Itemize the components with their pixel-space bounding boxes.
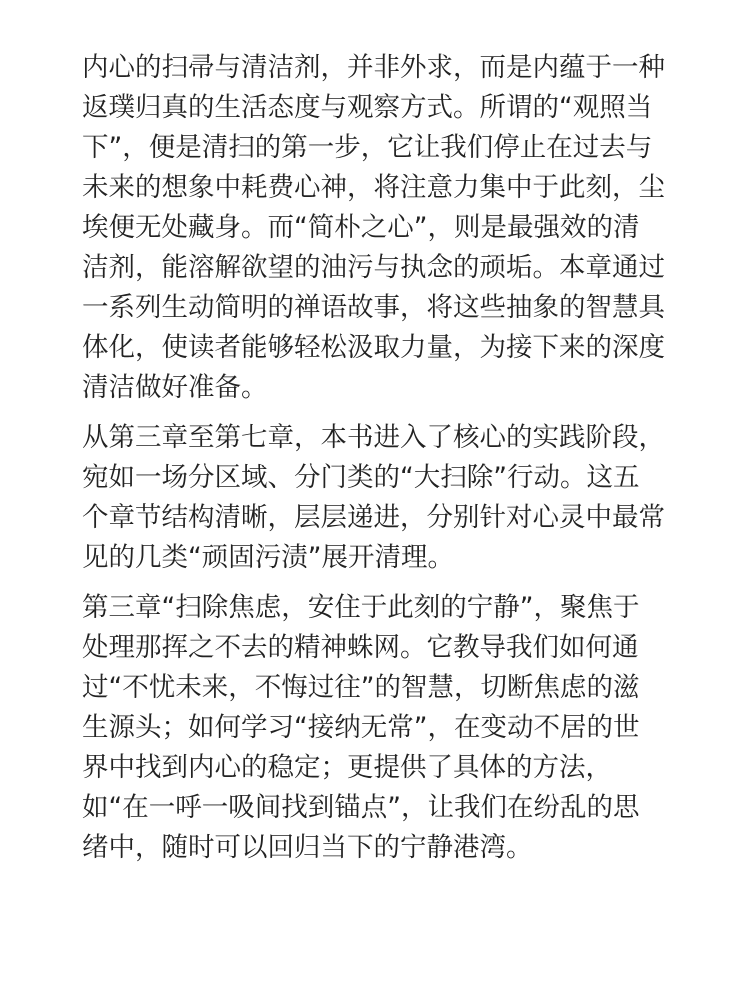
- text-line: 埃便无处藏身。而“简朴之心”，则是最强效的清: [82, 212, 640, 243]
- text-line: 过“不忧未来，不悔过往”的智慧，切断焦虑的滋: [82, 672, 640, 703]
- text-line: 宛如一场分区域、分门类的“大扫除”行动。这五: [82, 462, 640, 493]
- text-line: 体化，使读者能够轻松汲取力量，为接下来的深度: [82, 332, 665, 363]
- text-line: 如“在一呼一吸间找到锚点”，让我们在纷乱的思: [82, 792, 640, 823]
- text-line: 第三章“扫除焦虑，安住于此刻的宁静”，聚焦于: [82, 592, 640, 623]
- text-line: 内心的扫帚与清洁剂，并非外求，而是内蕴于一种: [82, 52, 665, 83]
- text-line: 生源头；如何学习“接纳无常”，在变动不居的世: [82, 712, 640, 743]
- text-line: 界中找到内心的稳定；更提供了具体的方法，: [82, 752, 612, 783]
- text-line: 绪中，随时可以回归当下的宁静港湾。: [82, 832, 533, 863]
- text-line: 清洁做好准备。: [82, 372, 268, 403]
- text-line: 洁剂，能溶解欲望的油污与执念的顽垢。本章通过: [82, 252, 665, 283]
- text-line: 未来的想象中耗费心神，将注意力集中于此刻，尘: [82, 172, 665, 203]
- text-line: 一系列生动简明的禅语故事，将这些抽象的智慧具: [82, 292, 665, 323]
- text-line: 个章节结构清晰，层层递进，分别针对心灵中最常: [82, 502, 665, 533]
- text-line: 见的几类“顽固污渍”展开清理。: [82, 542, 454, 573]
- text-line: 从第三章至第七章，本书进入了核心的实践阶段，: [82, 422, 665, 453]
- text-line: 返璞归真的生活态度与观察方式。所谓的“观照当: [82, 92, 653, 123]
- text-line: 下”，便是清扫的第一步，它让我们停止在过去与: [82, 132, 653, 163]
- text-line: 处理那挥之不去的精神蛛网。它教导我们如何通: [82, 632, 639, 663]
